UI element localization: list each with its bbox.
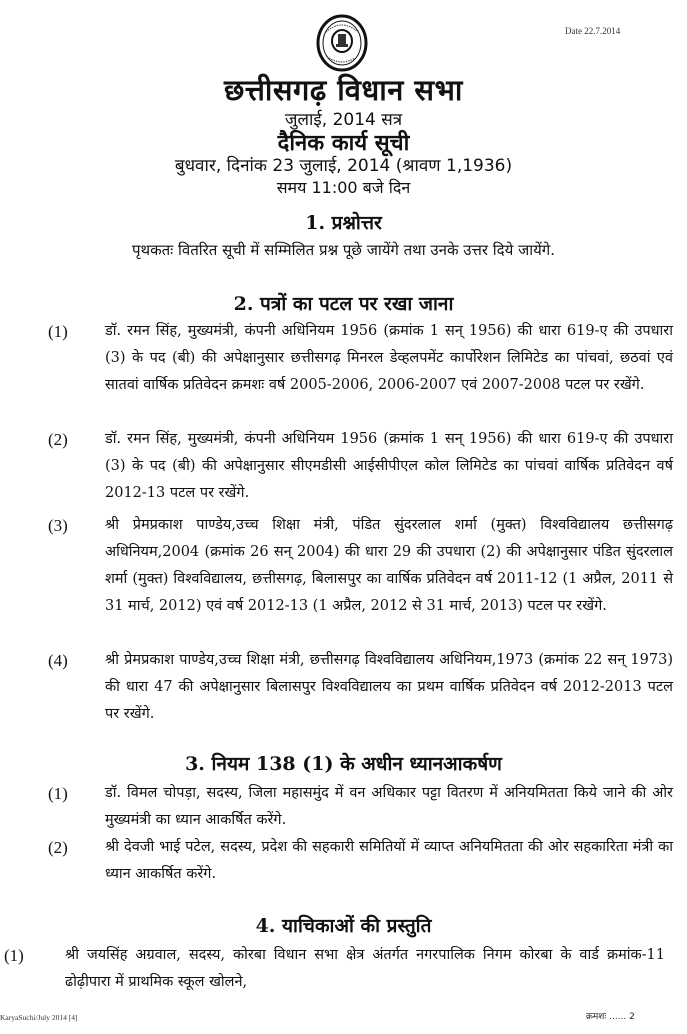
item-text: डॉ. विमल चोपड़ा, सदस्य, जिला महासमुंद में वन अधिकार पट्टा वितरण में अनियमितता किये जाने की ओर मुख्यमंत्री का ध्यान आकर्षित करेंगे. [105,785,673,828]
session-label: जुलाई, 2014 सत्र [284,110,403,130]
item-text: डॉ. रमन सिंह, मुख्यमंत्री, कंपनी अधिनियम 1956 (क्रमांक 1 सन् 1956) की धारा 619-ए की उपधारा (3) के पद (बी) की अपेक्षानुसार सीएमडीसी आईसीपीएल कोल लिमिटेड का पांचवां वार्षिक प्रतिवेदन वर्ष 2012-13 पटल पर रखेंगे. [105,431,673,501]
list-item [48,512,678,620]
time-line: समय 11:00 बजे दिन [276,178,411,197]
section-heading-questions: 1. प्रश्नोत्तर [305,212,382,234]
section-heading-petitions: 4. याचिकाओं की प्रस्तुति [255,915,432,937]
list-item [48,834,678,888]
page-title: छत्तीसगढ़ विधान सभा [224,73,463,107]
item-text: श्री देवजी भाई पटेल, सदस्य, प्रदेश की सहकारी समितियों में व्याप्त अनियमितता की ओर सहकारिता मंत्री का ध्यान आकर्षित करेंगे. [105,839,673,882]
section-heading-papers: 2. पत्रों का पटल पर रखा जाना [233,293,454,315]
item-number: (2) [48,430,68,449]
list-item [48,426,678,507]
list-item [4,942,665,996]
continued-marker: क्रमशः ...... 2 [586,1012,635,1022]
date-line: बुधवार, दिनांक 23 जुलाई, 2014 (श्रावण 1,1936) [174,156,513,176]
item-text: श्री प्रेमप्रकाश पाण्डेय,उच्च शिक्षा मंत्री, पंडित सुंदरलाल शर्मा (मुक्त) विश्वविद्यालय छत्तीसगढ़ अधिनियम,2004 (क्रमांक 26 सन् 2004) की धारा 29 की उपधारा (2) की अपेक्षानुसार पंडित सुंदरलाल शर्मा (मुक्त) विश्वविद्यालय, छत्तीसगढ़, बिलासपुर का वार्षिक प्रतिवेदन वर्ष 2011-12 (1 अप्रैल, 2011 से 31 मार्च, 2012) एवं वर्ष 2012-13 (1 अप्रैल, 2012 से 31 मार्च, 2013) पटल पर रखेंगे. [105,517,673,614]
list-item [48,647,678,728]
list-item [48,318,678,399]
section-text-questions: पृथकतः वितरित सूची में सम्मिलित प्रश्न पूछे जायेंगे तथा उनके उत्तर दिये जायेंगे. [132,241,555,259]
item-number: (3) [48,516,68,535]
item-number: (1) [48,322,68,341]
item-number: (1) [48,784,68,803]
section-heading-attention: 3. नियम 138 (1) के अधीन ध्यानआकर्षण [185,753,502,775]
item-text: श्री जयसिंह अग्रवाल, सदस्य, कोरबा विधान सभा क्षेत्र अंतर्गत नगरपालिक निगम कोरबा के वार्ड क्रमांक-11 ढोढ़ीपारा में प्राथमिक स्कूल खोलने, [65,947,665,990]
document-subtitle: दैनिक कार्य सूची [277,131,410,156]
item-number: (1) [4,946,24,965]
assembly-emblem-icon [316,14,368,72]
item-number: (4) [48,651,68,670]
item-text: डॉ. रमन सिंह, मुख्यमंत्री, कंपनी अधिनियम 1956 (क्रमांक 1 सन् 1956) की धारा 619-ए की उपधारा (3) के पद (बी) की अपेक्षानुसार छत्तीसगढ़ मिनरल डेव्हलपमेंट कार्पोरेशन लिमिटेड का पांचवां, छठवां एवं सातवां वार्षिक प्रतिवेदन क्रमशः वर्ष 2005-2006, 2006-2007 एवं 2007-2008 पटल पर रखेंगे. [105,323,673,393]
document-date: Date 22.7.2014 [565,26,621,36]
list-item [48,780,678,834]
footer-reference: KaryaSuchi/July 2014 [4] [0,1013,78,1022]
item-text: श्री प्रेमप्रकाश पाण्डेय,उच्च शिक्षा मंत्री, छत्तीसगढ़ विश्वविद्यालय अधिनियम,1973 (क्रमांक 22 सन् 1973) की धारा 47 की अपेक्षानुसार बिलासपुर विश्वविद्यालय का प्रथम वार्षिक प्रतिवेदन वर्ष 2012-2013 पटल पर रखेंगे. [105,652,673,722]
item-number: (2) [48,838,68,857]
